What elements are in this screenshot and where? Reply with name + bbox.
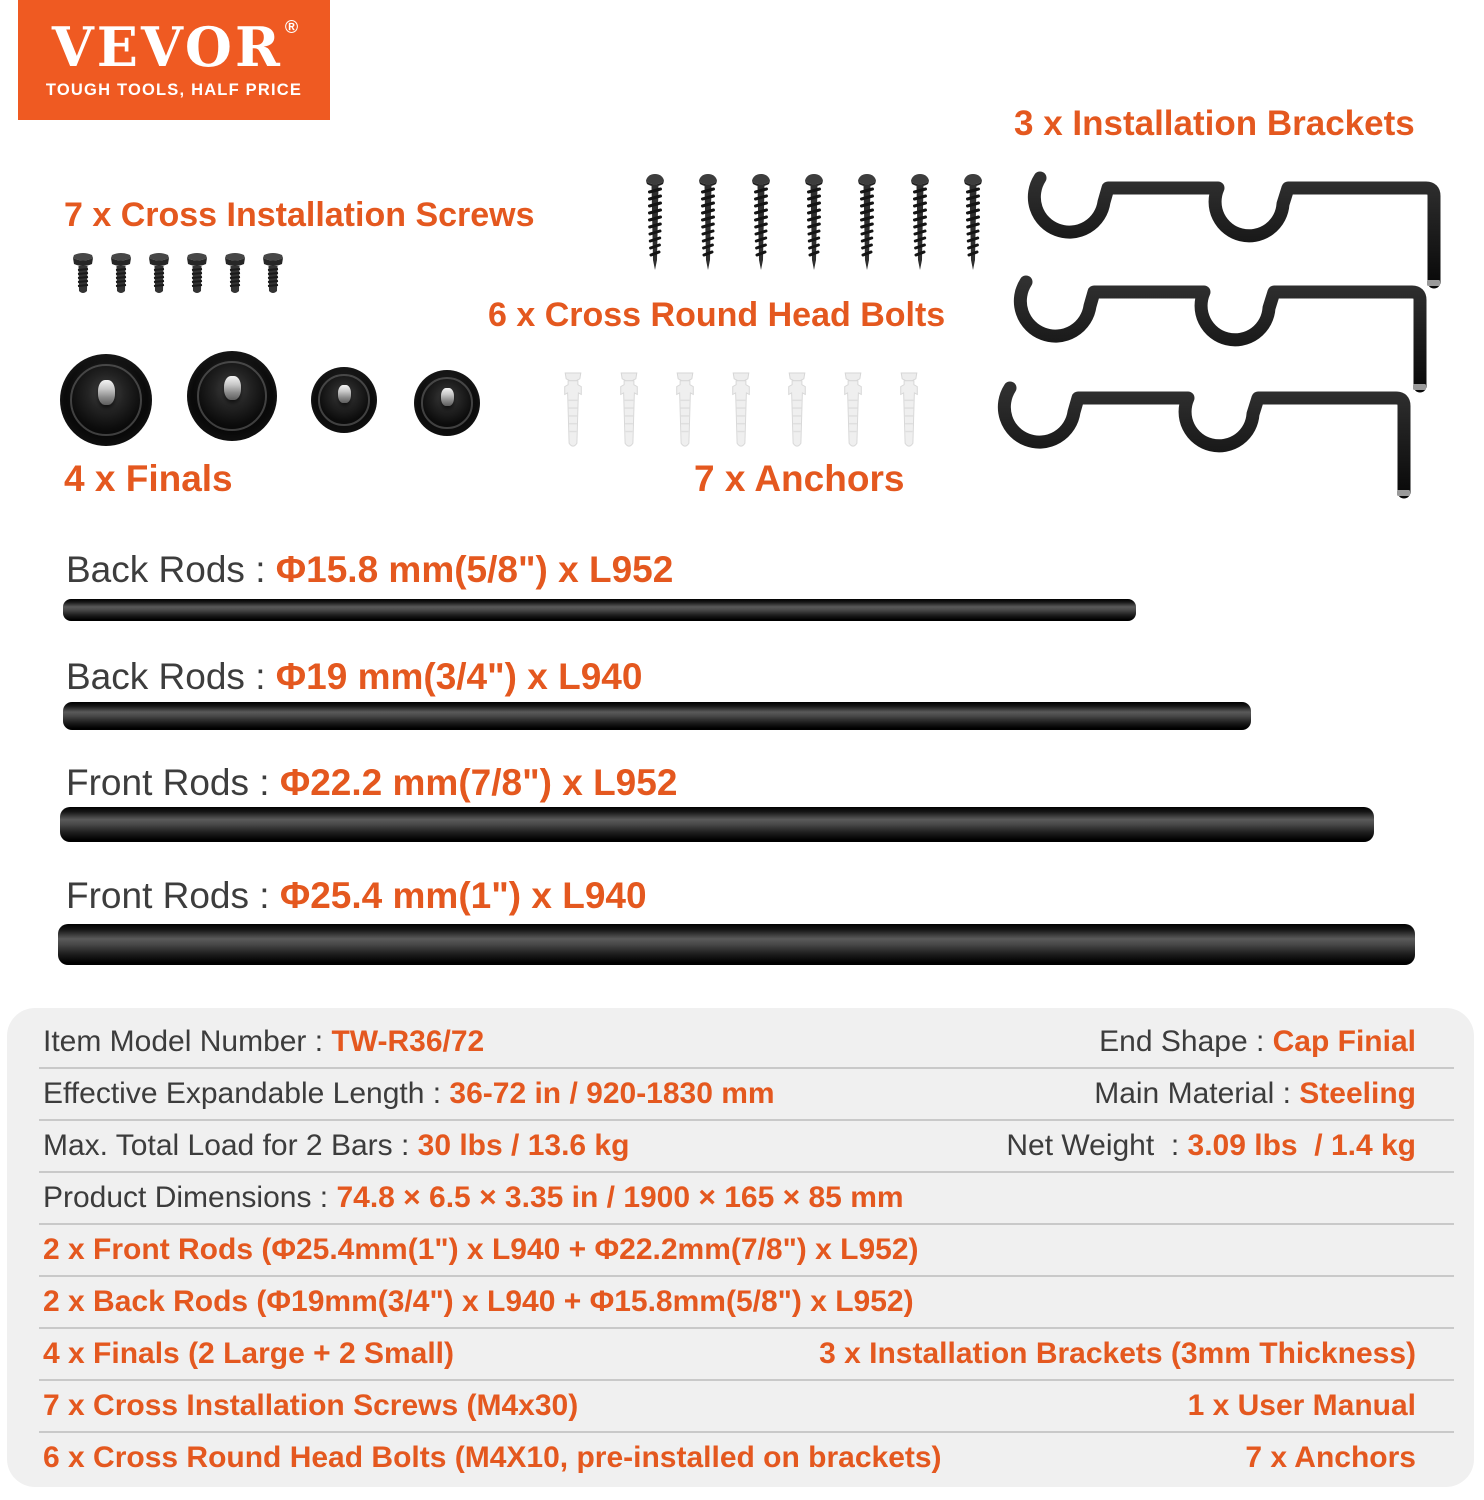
spec-value: Cap Finial: [1272, 1025, 1416, 1058]
rod-bar: [63, 599, 1136, 621]
spec-key: End Shape :: [1099, 1025, 1273, 1058]
label-cross-installation-screws: 7 x Cross Installation Screws: [64, 196, 535, 234]
spec-cell-left: [43, 1129, 629, 1163]
anchor-icon: [560, 371, 586, 453]
anchor-icon: [784, 371, 810, 453]
rod-bar: [60, 807, 1374, 842]
spec-cell-left: [43, 1285, 914, 1319]
spec-cell-left: [43, 1441, 942, 1475]
spec-cell-left: [43, 1181, 904, 1215]
finial-icon-large: [187, 351, 277, 441]
spec-cell-right: [1188, 1389, 1416, 1423]
finial-pin: [441, 388, 454, 406]
spec-row: [7, 1381, 1474, 1431]
spec-value: 36-72 in / 920-1830 mm: [449, 1077, 775, 1110]
spec-value: 2 x Back Rods (Φ19mm(3/4") x L940 + Φ15.8mm(5/8") x L952): [43, 1285, 914, 1318]
brand-logo-text: VEVOR: [51, 15, 283, 79]
spec-value: 74.8 × 6.5 × 3.35 in / 1900 × 165 × 85 mm: [336, 1181, 904, 1214]
spec-cell-left: [43, 1337, 454, 1371]
rod-bar: [58, 924, 1415, 965]
finial-pin: [98, 380, 115, 405]
anchor-icon: [728, 371, 754, 453]
spec-value: Steeling: [1299, 1077, 1416, 1110]
rod-label: [66, 875, 647, 917]
spec-value: 3 x Installation Brackets (3mm Thickness): [819, 1337, 1416, 1370]
spec-table: [7, 1008, 1474, 1487]
spec-cell-right: [1094, 1077, 1416, 1111]
anchor-icon: [840, 371, 866, 453]
screw-icon: [697, 172, 719, 284]
spec-key: Main Material :: [1094, 1077, 1300, 1110]
finial-icon-small: [311, 367, 377, 433]
bolt-icon: [109, 251, 133, 297]
spec-value: 6 x Cross Round Head Bolts (M4X10, pre-installed on brackets): [43, 1441, 942, 1474]
brand-logo-row: [18, 15, 330, 79]
finial-icon-small: [414, 370, 480, 436]
registered-trademark-icon: ®: [284, 17, 299, 37]
spec-value: 4 x Finals (2 Large + 2 Small): [43, 1337, 455, 1370]
spec-cell-right: [1099, 1025, 1416, 1059]
rod-label: [66, 656, 642, 698]
spec-cell-right: [1006, 1129, 1416, 1163]
spec-cell-left: [43, 1077, 775, 1111]
brand-tagline: TOUGH TOOLS, HALF PRICE: [45, 81, 303, 99]
spec-key: Product Dimensions :: [43, 1181, 337, 1214]
finial-pin: [224, 376, 241, 400]
spec-value: 3.09 lbs / 1.4 kg: [1187, 1129, 1416, 1162]
bolt-icon: [147, 251, 171, 297]
cross-round-head-bolts-group: [71, 251, 285, 297]
bolt-icon: [71, 251, 95, 297]
spec-row: [7, 1069, 1474, 1119]
spec-value: 7 x Cross Installation Screws (M4x30): [43, 1389, 579, 1422]
rod-spec: Φ15.8 mm(5/8") x L952: [275, 549, 674, 590]
spec-key: Item Model Number :: [43, 1025, 332, 1058]
spec-key: Net Weight :: [1006, 1129, 1188, 1162]
brand-logo: [18, 0, 330, 120]
spec-value: 2 x Front Rods (Φ25.4mm(1") x L940 + Φ22.2mm(7/8") x L952): [43, 1233, 919, 1266]
spec-row: [7, 1433, 1474, 1483]
rod-name: Front Rods :: [66, 762, 280, 803]
label-finials: 4 x Finals: [64, 458, 233, 499]
rod-name: Back Rods :: [66, 549, 276, 590]
rod-label: [66, 549, 673, 591]
screw-icon: [909, 172, 931, 284]
screw-icon: [644, 172, 666, 284]
spec-value: 30 lbs / 13.6 kg: [417, 1129, 630, 1162]
spec-row: [7, 1121, 1474, 1171]
rod-bar: [63, 702, 1251, 730]
label-installation-brackets: 3 x Installation Brackets: [1014, 104, 1415, 143]
label-anchors: 7 x Anchors: [694, 458, 905, 499]
screw-icon: [750, 172, 772, 284]
screw-icon: [803, 172, 825, 284]
spec-row: [7, 1225, 1474, 1275]
spec-row: [7, 1277, 1474, 1327]
spec-row: [7, 1329, 1474, 1379]
spec-key: Effective Expandable Length :: [43, 1077, 450, 1110]
rod-name: Front Rods :: [66, 875, 280, 916]
bolt-icon: [261, 251, 285, 297]
rod-spec: Φ25.4 mm(1") x L940: [279, 875, 647, 916]
bracket-icon: [972, 368, 1432, 508]
rod-name: Back Rods :: [66, 656, 276, 697]
spec-key: Max. Total Load for 2 Bars :: [43, 1129, 418, 1162]
spec-value: 1 x User Manual: [1187, 1389, 1416, 1422]
spec-row: [7, 1173, 1474, 1223]
label-cross-round-head-bolts: 6 x Cross Round Head Bolts: [488, 296, 946, 334]
spec-row: [7, 1017, 1474, 1067]
spec-value: 7 x Anchors: [1245, 1441, 1416, 1474]
spec-cell-left: [43, 1025, 484, 1059]
finial-pin: [338, 385, 351, 403]
spec-cell-left: [43, 1233, 919, 1267]
spec-cell-right: [819, 1337, 1416, 1371]
anchor-icon: [896, 371, 922, 453]
spec-value: TW-R36/72: [331, 1025, 485, 1058]
rod-spec: Φ19 mm(3/4") x L940: [275, 656, 643, 697]
finial-icon-large: [60, 354, 152, 446]
bolt-icon: [185, 251, 209, 297]
anchor-icon: [616, 371, 642, 453]
rod-spec: Φ22.2 mm(7/8") x L952: [279, 762, 678, 803]
spec-cell-left: [43, 1389, 578, 1423]
anchor-icon: [672, 371, 698, 453]
bolt-icon: [223, 251, 247, 297]
rod-label: [66, 762, 677, 804]
cross-installation-screws-group: [644, 172, 984, 284]
spec-cell-right: [1245, 1441, 1416, 1475]
screw-icon: [856, 172, 878, 284]
screw-icon: [962, 172, 984, 284]
anchors-group: [560, 371, 922, 453]
